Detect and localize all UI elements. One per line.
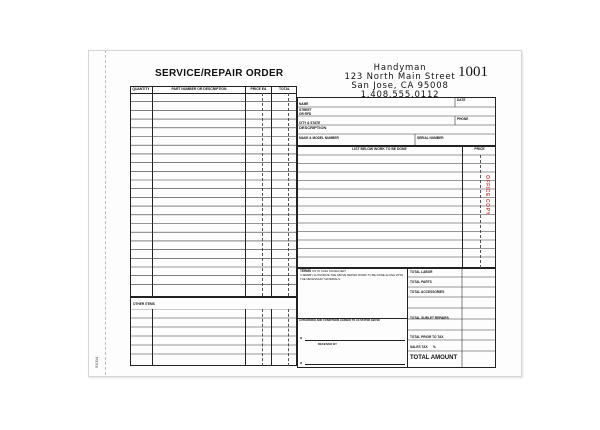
parts-row-lines: [130, 93, 297, 296]
work-price-header: PRICE: [474, 147, 485, 151]
phone-label: PHONE: [457, 117, 469, 121]
other-items-label: OTHER ITEMS: [133, 302, 155, 306]
make-model-label: MAKE & MODEL NUMBER: [299, 136, 339, 140]
col-price-each: PRICE EA: [250, 87, 267, 91]
total-amount-label: TOTAL AMOUNT: [410, 355, 458, 361]
city-state-label: CITY & STATE: [299, 121, 321, 125]
col-total: TOTAL: [279, 87, 290, 91]
sales-tax-percent: %: [433, 345, 436, 349]
company-city: San Jose, CA 95008: [351, 81, 449, 91]
company-name: Handyman: [373, 63, 427, 73]
other-items-row-lines: [130, 309, 297, 366]
terms-heading-note: ON TO CASH ON DELIVERY: [312, 270, 347, 273]
serial-number-label: SERIAL NUMBER: [417, 136, 444, 140]
signature-rule: [305, 340, 405, 341]
terms-heading-text: TERMS: [300, 269, 312, 273]
form-title: SERVICE/REPAIR ORDER: [155, 68, 284, 79]
street-label: STREET OR RFD: [299, 108, 312, 116]
total-labor-label: TOTAL LABOR: [410, 270, 433, 274]
x-mark: x: [300, 360, 303, 365]
total-accessories-label: TOTAL ACCESSORIES: [410, 290, 445, 294]
terms-text: I HEREBY AUTHORIZE THE ABOVE REPAIR WORK TO BE DONE ALONG WITH THE NECESSARY MATERIALS.: [300, 273, 404, 281]
total-parts-label: TOTAL PARTS: [410, 280, 432, 284]
work-row-lines: [297, 146, 496, 268]
form-number: 91004: [94, 356, 99, 368]
perforated-stub: [88, 50, 106, 375]
description-label: DESCRIPTION: [299, 125, 327, 130]
order-number: 1001: [458, 64, 488, 80]
other-items-rule: [130, 296, 297, 298]
total-sublet-label: TOTAL SUBLET REPAIRS: [410, 316, 449, 320]
total-prior-tax-label: TOTAL PRIOR TO TAX: [410, 335, 444, 339]
received-by-rule: [305, 364, 405, 365]
date-label: DATE: [457, 98, 466, 102]
authorized-label: AUTHORIZED AND CONDITIONS AGREED TO AS STATED ABOVE: [299, 319, 381, 322]
col-quantity: QUANTITY: [132, 87, 150, 91]
office-copy-label: OFFICE COPY: [484, 175, 490, 216]
company-phone: 1.408.555.0112: [360, 90, 440, 100]
work-header: LIST BELOW WORK TO BE DONE: [352, 147, 407, 151]
sales-tax-label: SALES TAX: [410, 345, 428, 349]
col-part-description: PART NUMBER OR DESCRIPTION: [171, 87, 227, 91]
company-street: 123 North Main Street: [344, 72, 456, 82]
x-mark: x: [300, 335, 303, 340]
received-by-label: RECEIVED BY: [318, 342, 337, 346]
name-label: NAME: [299, 102, 309, 106]
